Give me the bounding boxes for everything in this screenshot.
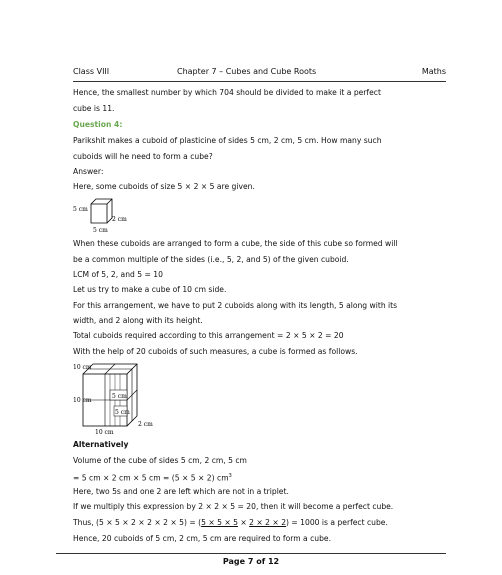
text-line: Hence, 20 cuboids of 5 cm, 2 cm, 5 cm are required to form a cube. [73, 534, 331, 543]
cuboid-figure [73, 196, 133, 234]
cuboid-bottom-label: 5 cm [93, 227, 108, 234]
cuboid-right-label: 2 cm [112, 216, 127, 223]
text-line: LCM of 5, 2, and 5 = 10 [73, 270, 163, 279]
text-segment: ) = 1000 is a perfect cube. [286, 518, 388, 527]
text-line: If we multiply this expression by 2 × 2 × 5 = 20, then it will become a perfect cube. [73, 502, 394, 511]
text-line: With the help of 20 cuboids of such measures, a cube is formed as follows. [73, 347, 358, 356]
cuboid-front-face [91, 204, 107, 223]
section-heading: Alternatively [73, 440, 129, 449]
text-line: Here, two 5s and one 2 are left which are not in a triplet. [73, 487, 289, 496]
footer-rule [56, 553, 446, 554]
text-line [73, 471, 232, 484]
header-rule [73, 81, 446, 82]
text-line: Let us try to make a cube of 10 cm side. [73, 285, 227, 294]
cube-left-label: 10 cm [73, 397, 92, 404]
text-line: Here, some cuboids of size 5 × 2 × 5 are given. [73, 182, 255, 191]
text-line: Total cuboids required according to this arrangement = 2 × 5 × 2 = 20 [73, 331, 344, 340]
cuboid-edge [107, 199, 112, 204]
cube-right-label: 2 cm [138, 421, 153, 428]
text-line: Hence, the smallest number by which 704 should be divided to make it a perfect [73, 88, 381, 97]
text-segment: = 5 cm × 2 cm × 5 cm = (5 × 5 × 2) cm [73, 473, 229, 483]
question-heading: Question 4: [73, 120, 123, 129]
cube-inner-label: 5 cm [112, 393, 127, 400]
cube-inner-label: 5 cm [115, 409, 130, 416]
text-line: Volume of the cube of sides 5 cm, 2 cm, 5 cm [73, 456, 247, 465]
underlined-triplet: 2 × 2 × 2 [249, 518, 287, 527]
text-line: Parikshit makes a cuboid of plasticine of sides 5 cm, 2 cm, 5 cm. How many such [73, 136, 382, 145]
cube-top-label: 10 cm [73, 364, 92, 371]
text-segment: Thus, (5 × 5 × 2 × 2 × 2 × 5) = ( [73, 518, 202, 527]
header-chapter: Chapter 7 – Cubes and Cube Roots [177, 67, 317, 76]
page-number: Page 7 of 12 [222, 557, 280, 566]
text-line: For this arrangement, we have to put 2 cuboids along with its length, 5 along with its [73, 301, 398, 310]
text-line: cuboids will he need to form a cube? [73, 152, 213, 161]
cuboid-left-label: 5 cm [73, 206, 88, 213]
text-line: be a common multiple of the sides (i.e., 5, 2, and 5) of the given cuboid. [73, 255, 349, 264]
header-subject: Maths [421, 67, 446, 76]
header-class: Class VIII [73, 67, 110, 76]
underlined-triplet: 5 × 5 × 5 [201, 518, 238, 527]
page-header [73, 67, 446, 79]
text-line [73, 518, 388, 528]
text-segment: × [237, 518, 250, 527]
cube-figure [73, 360, 163, 436]
superscript: 3 [228, 473, 232, 479]
cube-bottom-label: 10 cm [95, 429, 114, 436]
text-line: width, and 2 along with its height. [73, 316, 203, 325]
text-line: cube is 11. [73, 104, 115, 113]
text-line: When these cuboids are arranged to form a cube, the side of this cube so formed will [73, 239, 398, 248]
answer-label: Answer: [73, 167, 104, 176]
